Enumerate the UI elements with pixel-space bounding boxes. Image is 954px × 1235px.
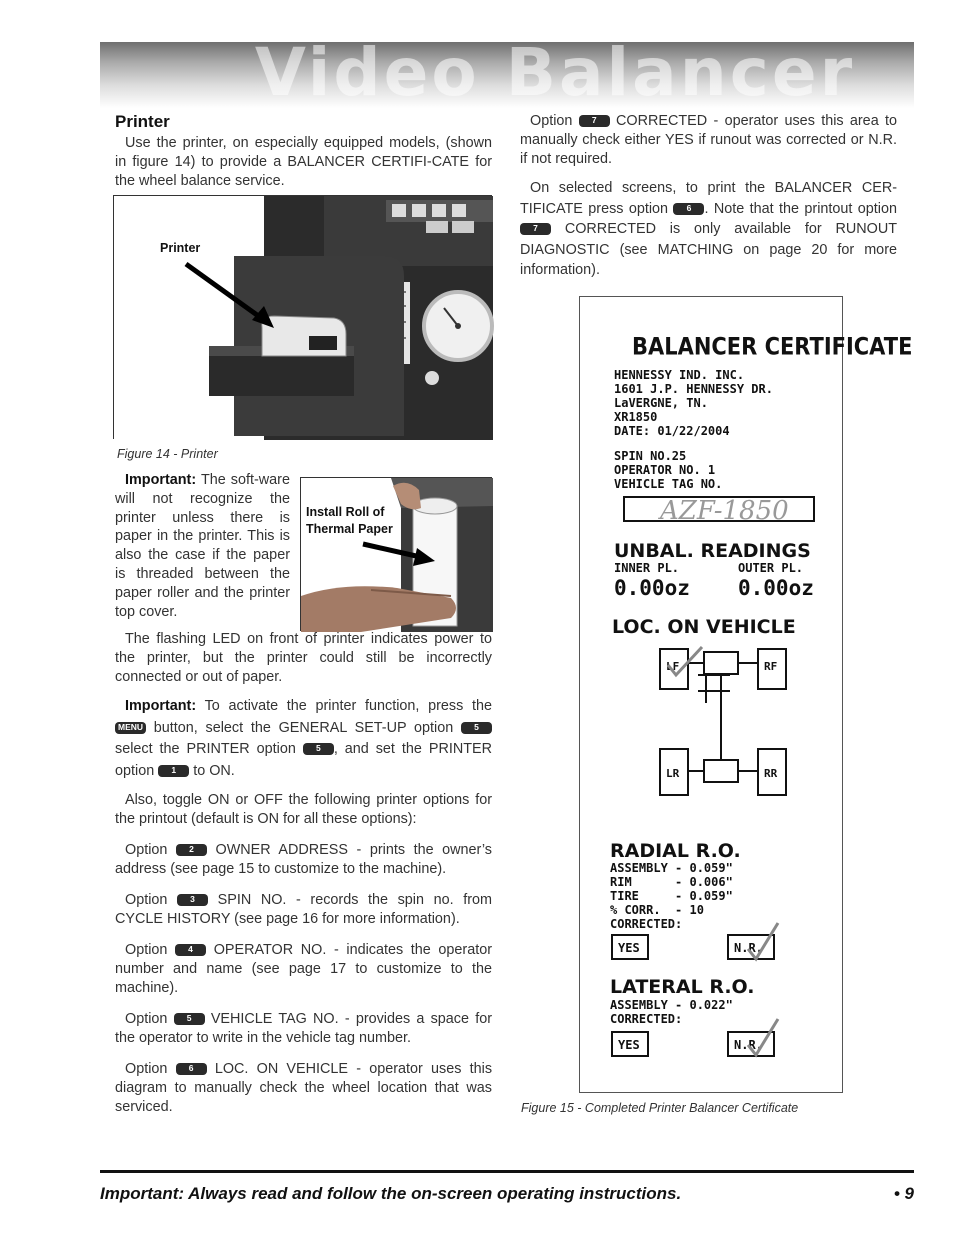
- cert-tag-handwritten: AZF-1850: [660, 496, 789, 526]
- certificate-printout: [580, 297, 913, 1094]
- section-heading: Printer: [115, 112, 170, 131]
- cert-lr: LR: [666, 767, 680, 780]
- option-6-paragraph: Option 6 LOC. ON VEHICLE - operator uses this diagram to manually check the wheel location that was serviced.: [115, 1061, 493, 1115]
- balancer-certificate-figure: [579, 296, 913, 1093]
- paper-callout: [306, 504, 393, 538]
- option-4-paragraph: Option 4 OPERATOR NO. - indicates the operator number and name (see page 17 to customize to the machine).: [115, 942, 493, 996]
- cert-inner-label: INNER PL.: [614, 561, 680, 575]
- key-5-icon: 5: [174, 1013, 205, 1025]
- cert-lf: LF: [666, 660, 680, 673]
- important-text: The soft-ware will not recognize the printer unless there is paper in the printer. This is also the case if the paper is threaded between the paper roller and the printer top cover.: [115, 472, 290, 620]
- cert-loc-heading: LOC. ON VEHICLE: [612, 616, 796, 638]
- led-paragraph: The flashing LED on front of printer indicates power to the printer, but the printer could still be incorrectly connected or out of paper.: [115, 631, 492, 685]
- cert-radial-rim: RIM - 0.006": [610, 875, 733, 889]
- cert-address: 1601 J.P. HENNESSY DR.: [614, 382, 773, 396]
- toggle-paragraph: Also, toggle ON or OFF the following printer options for the printout (default is ON for all these options):: [115, 792, 492, 827]
- right-column-text: [520, 112, 897, 281]
- cert-inner-value: 0.00oz: [614, 576, 690, 600]
- figure-14-caption: Figure 14 - Printer: [117, 447, 218, 461]
- print-certificate-paragraph: On selected screens, to print the BALANCER CER-TIFICATE press option 6 . Note that the printout option 7 CORRECTED is only available for RUNOUT DIAGNOSTIC (see MATCHING on page 20 for more information).: [520, 180, 898, 278]
- cert-lateral-nr: N.R.: [734, 1038, 763, 1052]
- option-5-paragraph: Option 5 VEHICLE TAG NO. - provides a space for the operator to write in the vehicle tag number.: [115, 1011, 493, 1046]
- key-6-icon: 6: [176, 1063, 207, 1075]
- important-paper-note: [115, 471, 290, 621]
- page-footer: [100, 1170, 914, 1204]
- figure-15-caption: Figure 15 - Completed Printer Balancer Certificate: [521, 1101, 799, 1115]
- banner-title: Video Balancer: [254, 34, 856, 111]
- paper-callout-line2: Thermal Paper: [306, 522, 393, 536]
- page-banner: [100, 34, 914, 111]
- printer-photo-illustration: [114, 196, 493, 440]
- cert-model: XR1850: [614, 410, 658, 424]
- option-7-paragraph: Option 7 CORRECTED - operator uses this area to manually check either YES if runout was corrected or N.R. if not required.: [520, 113, 898, 167]
- printer-callout: Printer: [160, 241, 201, 255]
- page-number: • 9: [893, 1184, 914, 1203]
- cert-spin: SPIN NO.25: [614, 449, 687, 463]
- cert-lateral-yes: YES: [618, 1038, 640, 1052]
- key-1-icon: 1: [158, 765, 189, 777]
- intro-paragraph: Use the printer, on especially equipped models, (shown in figure 14) to provide a BALANCER CERTIFI-CATE for the wheel balance service.: [115, 135, 492, 189]
- thermal-paper-photo: [300, 477, 492, 631]
- cert-outer-label: OUTER PL.: [738, 561, 804, 575]
- cert-radial-heading: RADIAL R.O.: [610, 840, 741, 862]
- cert-date: DATE: 01/22/2004: [614, 424, 730, 438]
- menu-key-icon: MENU: [115, 722, 146, 734]
- cert-lateral-assembly: ASSEMBLY - 0.022": [610, 998, 733, 1012]
- option-3-paragraph: Option 3 SPIN NO. - records the spin no. from CYCLE HISTORY (see page 16 for more information).: [115, 892, 492, 927]
- cert-lateral-heading: LATERAL R.O.: [610, 976, 755, 998]
- key-5-icon: 5: [303, 743, 334, 755]
- important-label-2: Important:: [125, 698, 197, 714]
- paper-callout-line1: Install Roll of: [306, 505, 385, 519]
- key-3-icon: 3: [177, 894, 208, 906]
- cert-radial-tire: TIRE - 0.059": [610, 889, 733, 903]
- cert-radial-assembly: ASSEMBLY - 0.059": [610, 861, 733, 875]
- key-5-icon: 5: [461, 722, 492, 734]
- option-2-paragraph: Option 2 OWNER ADDRESS - prints the owner’s address (see page 15 to customize to the machine).: [115, 842, 492, 877]
- cert-outer-value: 0.00oz: [738, 576, 814, 600]
- cert-company: HENNESSY IND. INC.: [614, 368, 745, 382]
- printer-section: [115, 112, 492, 191]
- important-label: Important:: [125, 472, 197, 488]
- cert-city: LaVERGNE, TN.: [614, 396, 708, 410]
- printer-instructions: [115, 630, 492, 1117]
- activate-printer-paragraph: Important: To activate the printer function, press the MENU button, select the GENERAL SET-UP option 5 select the PRINTER option 5 , and set the PRINTER option 1 to ON.: [115, 698, 493, 779]
- footer-note: Important: Always read and follow the on-screen operating instructions.: [100, 1184, 682, 1203]
- cert-tag-label: VEHICLE TAG NO.: [614, 477, 723, 491]
- cert-radial-corr: % CORR. - 10: [610, 903, 704, 917]
- cert-radial-corrected: CORRECTED:: [610, 917, 683, 931]
- cert-title: BALANCER CERTIFICATE: [632, 333, 913, 361]
- figure-14-printer-photo: [113, 195, 492, 439]
- key-4-icon: 4: [175, 944, 206, 956]
- thermal-paper-illustration: [301, 478, 493, 632]
- cert-operator: OPERATOR NO. 1: [614, 463, 716, 477]
- cert-rr: RR: [764, 767, 778, 780]
- cert-unbal-heading: UNBAL. READINGS: [614, 540, 811, 562]
- key-7-icon: 7: [579, 115, 610, 127]
- cert-radial-yes: YES: [618, 941, 640, 955]
- cert-radial-nr: N.R.: [734, 941, 763, 955]
- cert-lateral-corrected: CORRECTED:: [610, 1012, 683, 1026]
- cert-rf: RF: [764, 660, 778, 673]
- key-7-icon: 7: [520, 223, 551, 235]
- key-2-icon: 2: [176, 844, 207, 856]
- key-6-icon: 6: [673, 203, 704, 215]
